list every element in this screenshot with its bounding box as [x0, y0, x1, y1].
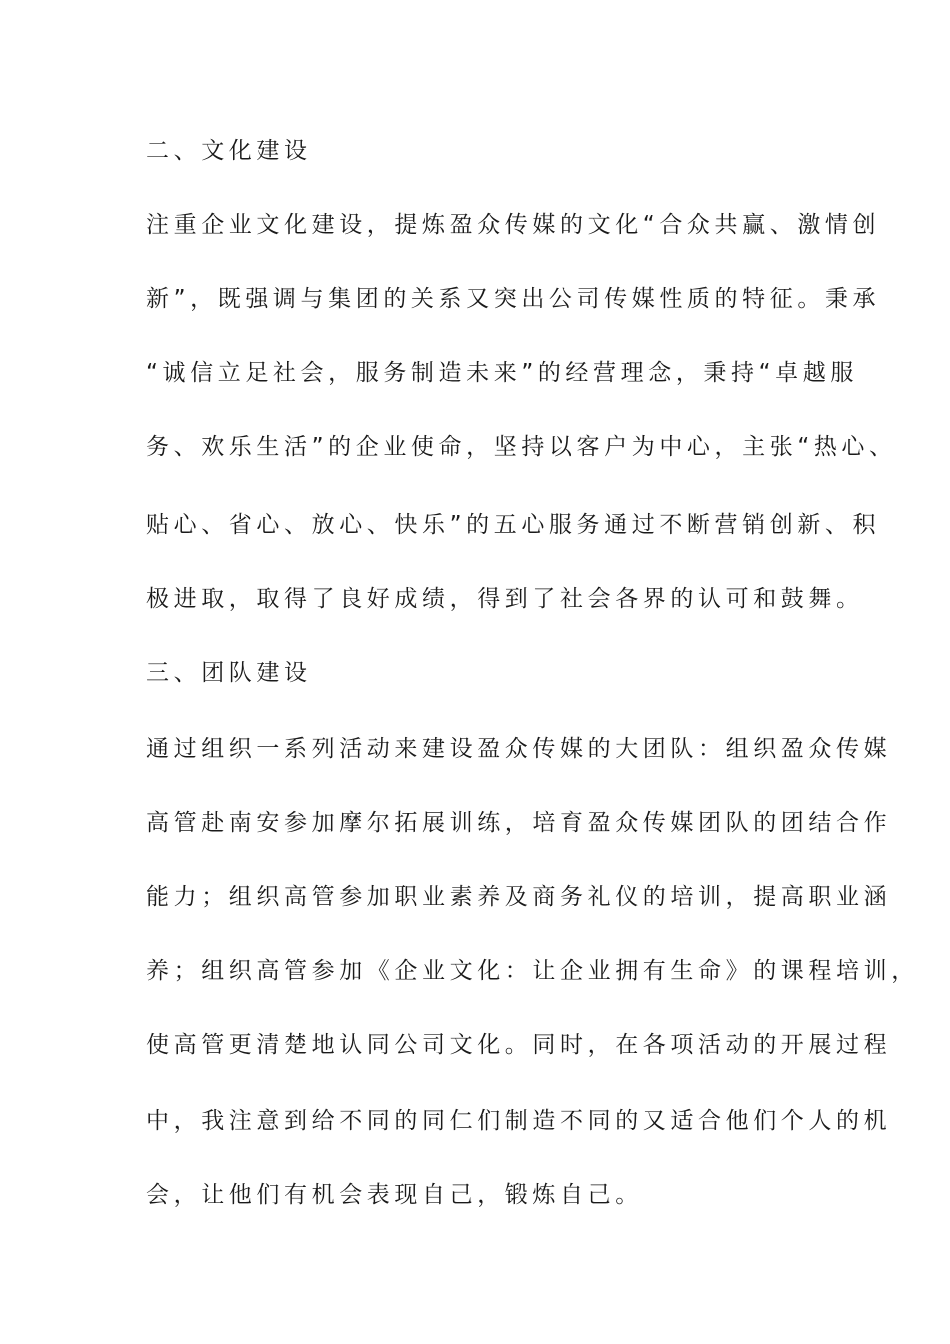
paragraph-line: 新”，既强调与集团的关系又突出公司传媒性质的特征。秉承	[146, 286, 881, 312]
paragraph-line: 务、欢乐生活”的企业使命，坚持以客户为中心，主张“热心、	[146, 434, 897, 460]
paragraph-line: 通过组织一系列活动来建设盈众传媒的大团队：组织盈众传媒	[146, 736, 892, 762]
section-heading-team: 三、团队建设	[146, 660, 312, 686]
paragraph-line: 能力；组织高管参加职业素养及商务礼仪的培训，提高职业涵	[146, 884, 892, 910]
paragraph-line: 养；组织高管参加《企业文化：让企业拥有生命》的课程培训，	[146, 958, 919, 984]
paragraph-line: 中，我注意到给不同的同仁们制造不同的又适合他们个人的机	[146, 1108, 892, 1134]
paragraph-line: 贴心、省心、放心、快乐”的五心服务通过不断营销创新、积	[146, 512, 881, 538]
paragraph-line: 使高管更清楚地认同公司文化。同时，在各项活动的开展过程	[146, 1032, 892, 1058]
paragraph-line: 高管赴南安参加摩尔拓展训练，培育盈众传媒团队的团结合作	[146, 810, 892, 836]
paragraph-line: 极进取，取得了良好成绩，得到了社会各界的认可和鼓舞。	[146, 586, 864, 612]
paragraph-line: 会，让他们有机会表现自己，锻炼自己。	[146, 1182, 643, 1208]
paragraph-line: 注重企业文化建设，提炼盈众传媒的文化“合众共赢、激情创	[146, 212, 881, 238]
section-heading-culture: 二、文化建设	[146, 138, 312, 164]
paragraph-line: “诚信立足社会，服务制造未来”的经营理念，秉持“卓越服	[146, 360, 858, 386]
